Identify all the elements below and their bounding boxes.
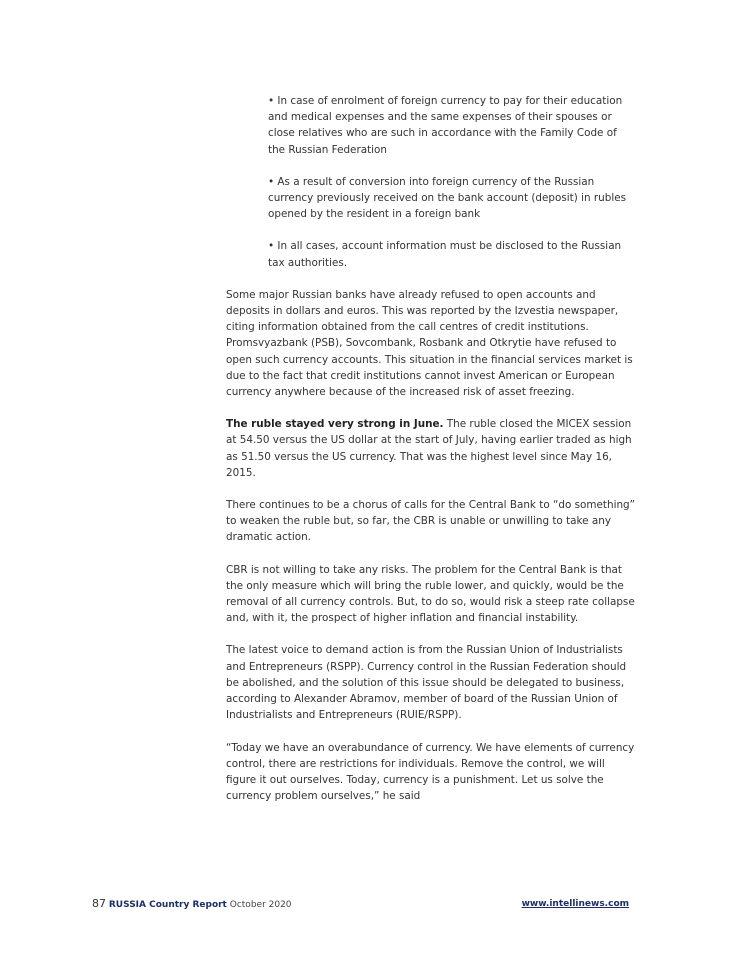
paragraph-banks-refuse: Some major Russian banks have already refused to open accounts and deposits in dollars and euros. This was reported by the Izvestia newspaper, citing information obtained from the call centres of credit institutions. Promsvyazbank (PSB), Sovcombank, Rosbank and Otkrytie have refused to open such currency accounts. This situation in the financial services market is due to the fact that credit institutions cannot invest American or European currency anywhere because of the increased risk of asset freezing. <box>226 288 633 399</box>
paragraph-ruble-strong <box>226 416 636 481</box>
website-link[interactable]: www.intellinews.com <box>521 899 629 909</box>
paragraph-cbr-risks: CBR is not willing to take any risks. The problem for the Central Bank is that the only measure which will bring the ruble lower, and quickly, would be the removal of all currency controls. But, to do so, would risk a steep rate collapse and, with it, the prospect of higher inflation and financial instability. <box>226 563 635 625</box>
paragraph-quote-abramov: “Today we have an overabundance of currency. We have elements of currency control, there are restrictions for individuals. Remove the control, we will figure it out ourselves. Today, currency is a punishment. Let us solve the currency problem ourselves,” he said <box>226 741 635 803</box>
paragraph-lead-heading: The ruble stayed very strong in June. <box>226 418 444 431</box>
bullet-item-conversion: • As a result of conversion into foreign currency of the Russian currency previously received on the bank account (deposit) in rubles opened by the resident in a foreign bank <box>268 175 627 221</box>
report-brand: RUSSIA Country Report <box>108 900 227 910</box>
bullet-item-tax-disclosure: • In all cases, account information must be disclosed to the Russian tax authorities. <box>268 240 622 269</box>
report-date: October 2020 <box>229 900 292 910</box>
paragraph-calls-central-bank: There continues to be a chorus of calls for the Central Bank to “do something” to weaken the ruble but, so far, the CBR is unable or unwilling to take any dramatic action. <box>226 499 636 544</box>
article-body <box>226 93 636 820</box>
paragraph-rspp-demand: The latest voice to demand action is from the Russian Union of Industrialists and Entrepreneurs (RSPP). Currency control in the Russian Federation should be abolished, and the solution of this issue should be delegated to business, according to Alexander Abramov, member of board of the Russian Union of Industrialists and Entrepreneurs (RUIE/RSPP). <box>226 644 627 722</box>
bullet-item-education-medical: • In case of enrolment of foreign currency to pay for their education and medical expenses and the same expenses of their spouses or close relatives who are such in accordance with the Family Code of the Russian Federation <box>268 95 623 156</box>
page-number: 87 <box>92 897 106 910</box>
paragraph-ruble-strong-body: The ruble closed the MICEX session at 54.50 versus the US dollar at the start of July, having earlier traded as high as 51.50 versus the US currency. That was the highest level since May 16, 2015. <box>226 418 632 479</box>
page-footer <box>92 896 629 912</box>
